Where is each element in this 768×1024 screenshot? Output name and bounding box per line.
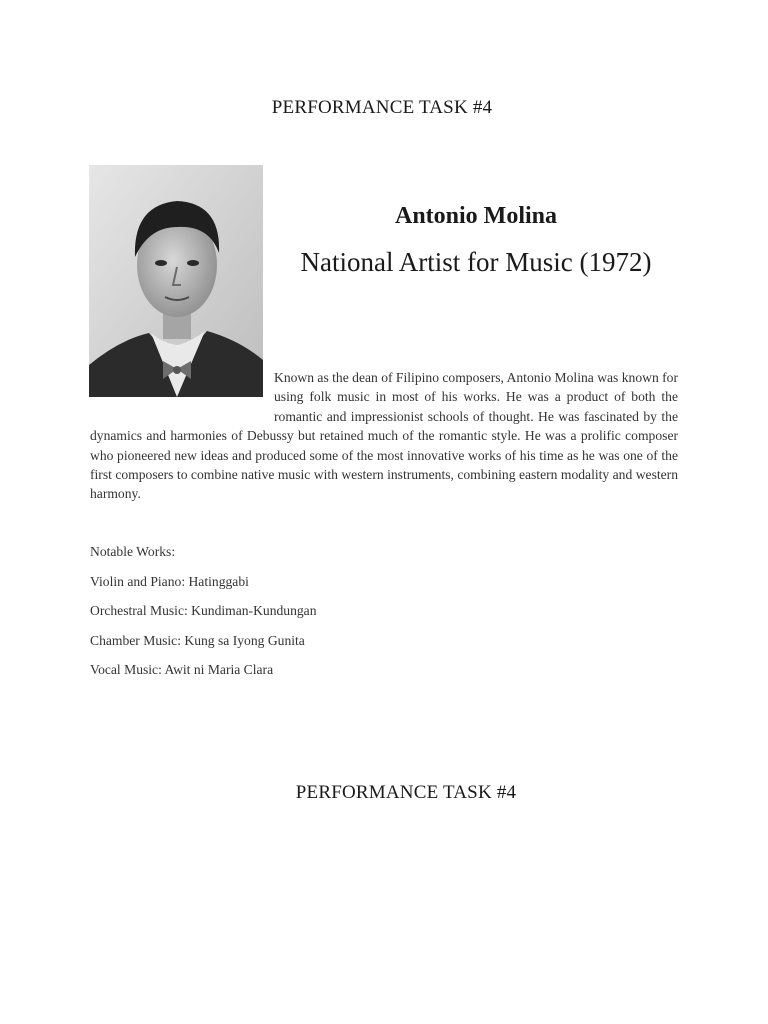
list-item: Orchestral Music: Kundiman-Kundungan bbox=[90, 603, 317, 618]
biography-text: Known as the dean of Filipino composers, Antonio Molina was known for using folk music in most of his works. He was a product of both the romantic and impressionist schools of thought. He was fascinated by the dynamics and harmonies of Debussy but retained much of the romantic style. He was a prolific composer who pioneered new ideas and produced some of the most innovative works of his time as he was one of the first composers to combine native music with western instruments, combining eastern modality and western harmony. bbox=[90, 370, 678, 502]
page-heading: PERFORMANCE TASK #4 bbox=[271, 97, 493, 118]
list-item: Chamber Music: Kung sa Iyong Gunita bbox=[90, 632, 305, 648]
portrait-photo bbox=[89, 165, 263, 397]
artist-name: Antonio Molina bbox=[394, 203, 558, 229]
list-item: Vocal Music: Awit ni Maria Clara bbox=[90, 662, 274, 677]
notable-works-label: Notable Works: bbox=[90, 544, 176, 559]
list-item: Violin and Piano: Hatinggabi bbox=[90, 573, 249, 589]
next-page-heading: PERFORMANCE TASK #4 bbox=[295, 782, 517, 803]
artist-title: National Artist for Music (1972) bbox=[300, 247, 652, 277]
photo-wrap-spacer bbox=[90, 368, 274, 407]
notable-works-list bbox=[90, 542, 317, 690]
biography-paragraph bbox=[90, 368, 678, 504]
